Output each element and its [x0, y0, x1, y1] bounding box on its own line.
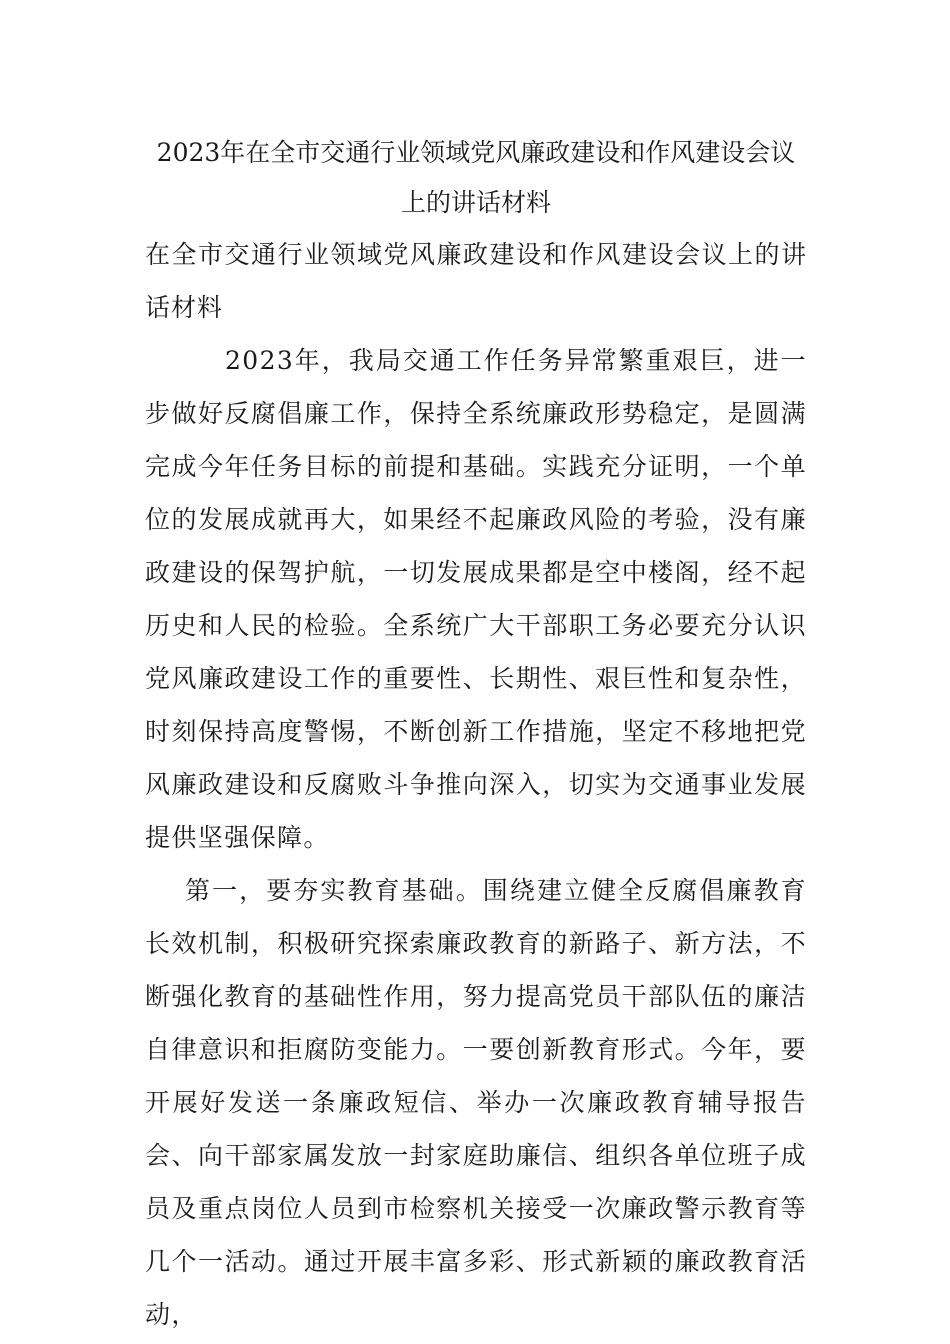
- document-subtitle: 在全市交通行业领域党风廉政建设和作风建设会议上的讲话材料: [145, 240, 807, 322]
- document-body: [145, 128, 807, 1341]
- paragraph-intro: 2023年，我局交通工作任务异常繁重艰巨，进一步做好反腐倡廉工作，保持全系统廉政形势稳定，是圆满完成今年任务目标的前提和基础。实践充分证明，一个单位的发展成就再大，如果经不起廉政风险的考验，没有廉政建设的保驾护航，一切发展成果都是空中楼阁，经不起历史和人民的检验。全系统广大干部职工务必要充分认识党风廉政建设工作的重要性、长期性、艰巨性和复杂性，时刻保持高度警惕，不断创新工作措施，坚定不移地把党风廉政建设和反腐败斗争推向深入，切实为交通事业发展提供坚强保障。: [145, 346, 807, 852]
- document-title: 2023年在全市交通行业领域党风廉政建设和作风建设会议上的讲话材料: [156, 138, 796, 217]
- paragraph-first-point: 第一，要夯实教育基础。围绕建立健全反腐倡廉教育长效机制，积极研究探索廉政教育的新路子、新方法，不断强化教育的基础性作用，努力提高党员干部队伍的廉洁自律意识和拒腐防变能力。一要创新教育形式。今年，要开展好发送一条廉政短信、举办一次廉政教育辅导报告会、向干部家属发放一封家庭助廉信、组织各单位班子成员及重点岗位人员到市检察机关接受一次廉政警示教育等几个一活动。通过开展丰富多彩、形式新颖的廉政教育活动，: [145, 876, 807, 1329]
